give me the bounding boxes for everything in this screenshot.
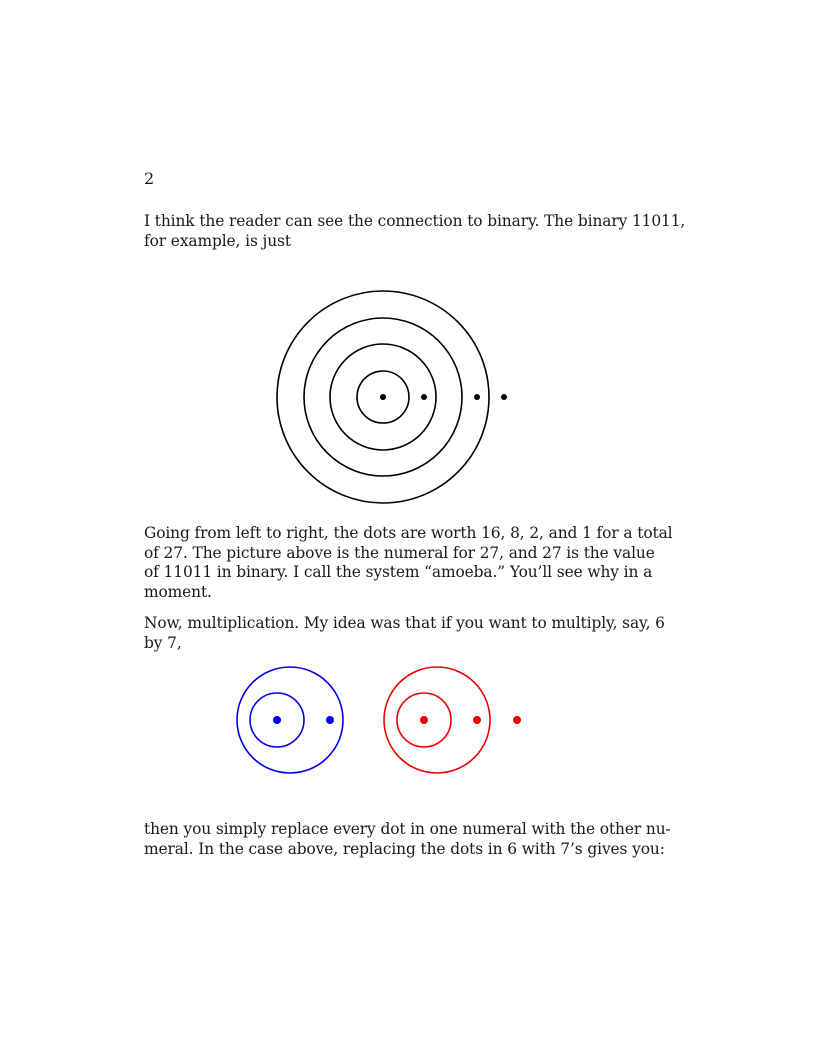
numeral-7-dot-1 <box>513 716 521 724</box>
text-line: meral. In the case above, replacing the dots in 6 with 7’s gives you: <box>144 839 665 858</box>
numeral-7-dot-2 <box>473 716 481 724</box>
dot-8 <box>421 394 427 400</box>
text-line: of 27. The picture above is the numeral for 27, and 27 is the value <box>144 543 655 562</box>
numeral-7-dot-4 <box>420 716 428 724</box>
paragraph-multiplication <box>144 614 665 653</box>
text-line: for example, is just <box>144 231 291 250</box>
numeral-6-dot-2 <box>326 716 334 724</box>
text-line: of 11011 in binary. I call the system “amoeba.” You’ll see why in a <box>144 563 653 581</box>
text-line: I think the reader can see the connection to binary. The binary 11011, <box>144 212 686 230</box>
numeral-7-red <box>384 667 521 773</box>
numeral-6-dot-4 <box>273 716 281 724</box>
numeral-6-blue <box>237 667 343 773</box>
amoeba-numerals-6-and-7-figure <box>230 660 530 780</box>
paragraph-replace-dots <box>144 820 671 859</box>
page-number: 2 <box>144 169 155 188</box>
text-line: Now, multiplication. My idea was that if you want to multiply, say, 6 <box>144 614 665 632</box>
text-line: then you simply replace every dot in one numeral with the other nu- <box>144 820 671 838</box>
amoeba-numeral-27-figure <box>270 282 496 512</box>
text-line: Going from left to right, the dots are worth 16, 8, 2, and 1 for a total <box>144 524 673 542</box>
numeral-27-dots <box>380 394 507 400</box>
dot-2 <box>474 394 480 400</box>
paragraph-amoeba-explanation <box>144 524 673 602</box>
dot-1 <box>501 394 507 400</box>
text-line: moment. <box>144 582 212 601</box>
text-line: by 7, <box>144 633 182 652</box>
dot-16 <box>380 394 386 400</box>
paragraph-binary-connection <box>144 212 686 251</box>
